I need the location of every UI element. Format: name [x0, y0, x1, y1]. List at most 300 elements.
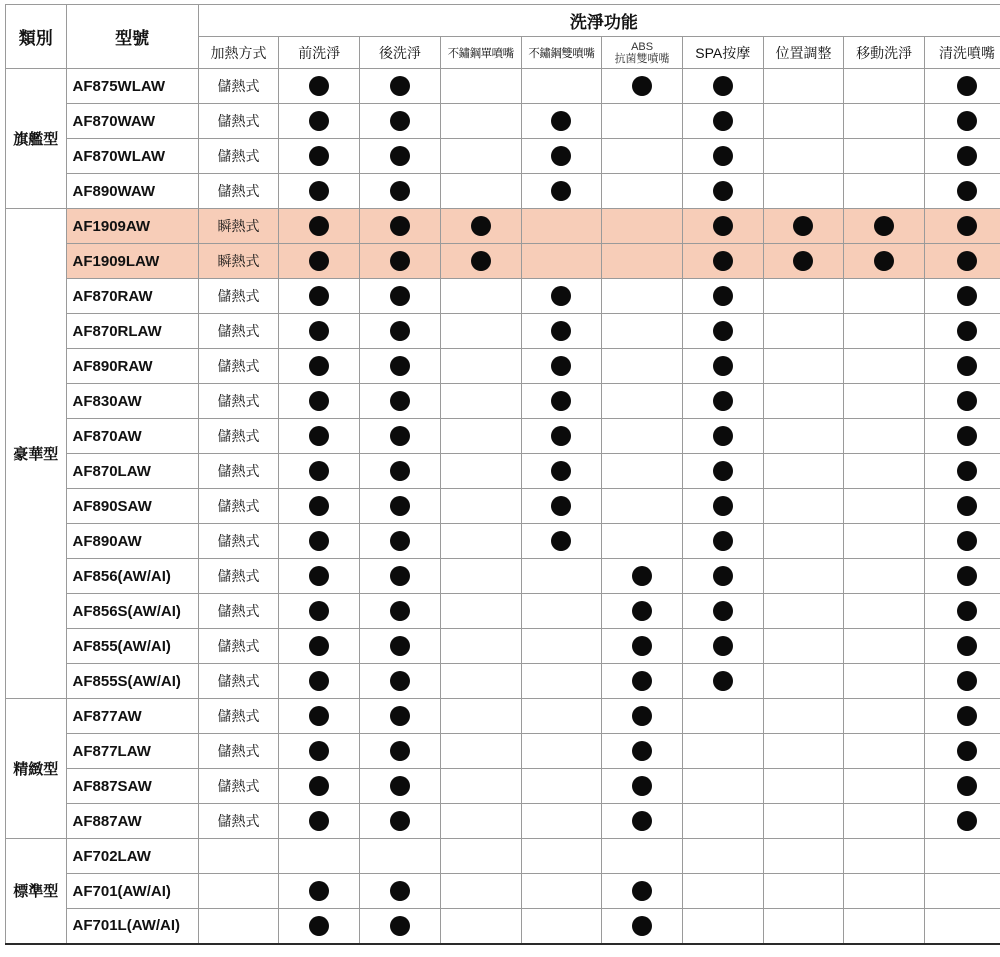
heating-method-cell: 儲熱式: [198, 419, 279, 454]
feature-dot-icon: [957, 741, 977, 761]
feature-cell: [360, 734, 441, 769]
feature-dot-icon: [874, 251, 894, 271]
feature-cell: [602, 454, 683, 489]
feature-cell: [682, 594, 763, 629]
feature-cell: [440, 734, 521, 769]
feature-dot-icon: [957, 566, 977, 586]
feature-cell: [602, 559, 683, 594]
feature-cell: [844, 874, 925, 909]
table-row: [6, 769, 1000, 804]
feature-cell: [521, 139, 602, 174]
feature-cell: [602, 524, 683, 559]
feature-dot-icon: [957, 426, 977, 446]
feature-cell: [440, 594, 521, 629]
feature-cell: [682, 629, 763, 664]
feature-dot-icon: [551, 111, 571, 131]
feature-dot-icon: [309, 391, 329, 411]
feature-cell: [763, 804, 844, 839]
model-cell: AF890WAW: [66, 174, 198, 209]
feature-cell: [844, 664, 925, 699]
table-row: [6, 839, 1000, 874]
heating-method-cell: 儲熱式: [198, 734, 279, 769]
feature-dot-icon: [632, 811, 652, 831]
feature-dot-icon: [713, 496, 733, 516]
table-row: [6, 874, 1000, 909]
heating-method-cell: 儲熱式: [198, 699, 279, 734]
feature-dot-icon: [471, 251, 491, 271]
feature-cell: [360, 349, 441, 384]
model-cell: AF890RAW: [66, 349, 198, 384]
feature-cell: [682, 909, 763, 944]
feature-cell: [682, 524, 763, 559]
feature-cell: [279, 664, 360, 699]
feature-cell: [521, 839, 602, 874]
feature-cell: [682, 69, 763, 104]
feature-cell: [602, 839, 683, 874]
feature-cell: [602, 769, 683, 804]
column-header: 後洗淨: [360, 37, 441, 69]
feature-dot-icon: [390, 181, 410, 201]
heating-method-cell: 儲熱式: [198, 629, 279, 664]
feature-cell: [360, 909, 441, 944]
feature-cell: [602, 909, 683, 944]
feature-cell: [360, 664, 441, 699]
feature-cell: [440, 384, 521, 419]
heating-method-cell: 儲熱式: [198, 664, 279, 699]
feature-cell: [279, 209, 360, 244]
heating-method-cell: 儲熱式: [198, 489, 279, 524]
feature-cell: [763, 489, 844, 524]
feature-cell: [521, 279, 602, 314]
feature-dot-icon: [713, 76, 733, 96]
model-cell: AF855(AW/AI): [66, 629, 198, 664]
feature-cell: [440, 524, 521, 559]
feature-cell: [521, 314, 602, 349]
feature-cell: [521, 489, 602, 524]
feature-cell: [763, 874, 844, 909]
feature-cell: [763, 699, 844, 734]
feature-cell: [521, 244, 602, 279]
heating-method-cell: 儲熱式: [198, 174, 279, 209]
feature-cell: [682, 314, 763, 349]
feature-cell: [279, 174, 360, 209]
feature-cell: [602, 419, 683, 454]
feature-dot-icon: [390, 776, 410, 796]
feature-dot-icon: [309, 426, 329, 446]
feature-dot-icon: [309, 636, 329, 656]
feature-cell: [844, 909, 925, 944]
feature-dot-icon: [309, 881, 329, 901]
feature-cell: [440, 139, 521, 174]
feature-cell: [440, 209, 521, 244]
feature-dot-icon: [309, 496, 329, 516]
feature-dot-icon: [957, 461, 977, 481]
feature-dot-icon: [309, 461, 329, 481]
feature-cell: [682, 454, 763, 489]
heating-method-cell: 儲熱式: [198, 139, 279, 174]
feature-dot-icon: [551, 321, 571, 341]
model-cell: AF870RAW: [66, 279, 198, 314]
feature-dot-icon: [957, 776, 977, 796]
feature-dot-icon: [632, 76, 652, 96]
feature-cell: [602, 349, 683, 384]
feature-cell: [844, 734, 925, 769]
feature-cell: [844, 139, 925, 174]
feature-cell: [279, 734, 360, 769]
feature-cell: [360, 174, 441, 209]
table-row: [6, 664, 1000, 699]
feature-cell: [602, 244, 683, 279]
heating-method-cell: [198, 874, 279, 909]
column-header-line: 抗菌雙噴嘴: [614, 52, 670, 65]
feature-cell: [682, 874, 763, 909]
feature-cell: [682, 804, 763, 839]
heating-method-cell: 儲熱式: [198, 559, 279, 594]
feature-cell: [602, 594, 683, 629]
feature-dot-icon: [793, 251, 813, 271]
feature-cell: [521, 559, 602, 594]
model-cell: AF877LAW: [66, 734, 198, 769]
feature-dot-icon: [390, 461, 410, 481]
feature-cell: [763, 104, 844, 139]
table-row: [6, 559, 1000, 594]
model-cell: AF870AW: [66, 419, 198, 454]
feature-dot-icon: [957, 216, 977, 236]
feature-dot-icon: [309, 531, 329, 551]
feature-cell: [521, 594, 602, 629]
feature-dot-icon: [309, 111, 329, 131]
feature-cell: [682, 489, 763, 524]
feature-dot-icon: [957, 811, 977, 831]
feature-dot-icon: [471, 216, 491, 236]
feature-dot-icon: [713, 461, 733, 481]
feature-dot-icon: [713, 146, 733, 166]
category-cell: 旗艦型: [6, 69, 67, 209]
feature-cell: [360, 314, 441, 349]
model-cell: AF856(AW/AI): [66, 559, 198, 594]
feature-dot-icon: [390, 426, 410, 446]
feature-cell: [279, 384, 360, 419]
feature-dot-icon: [957, 496, 977, 516]
feature-cell: [925, 209, 1000, 244]
model-cell: AF1909AW: [66, 209, 198, 244]
feature-dot-icon: [309, 76, 329, 96]
heating-method-cell: 儲熱式: [198, 594, 279, 629]
table-row: [6, 174, 1000, 209]
feature-cell: [763, 69, 844, 104]
feature-cell: [360, 419, 441, 454]
feature-dot-icon: [390, 111, 410, 131]
feature-dot-icon: [957, 391, 977, 411]
column-header: 加熱方式: [198, 37, 279, 69]
feature-dot-icon: [713, 391, 733, 411]
feature-cell: [360, 244, 441, 279]
feature-cell: [763, 664, 844, 699]
feature-dot-icon: [390, 531, 410, 551]
feature-cell: [521, 804, 602, 839]
feature-cell: [925, 559, 1000, 594]
feature-cell: [279, 489, 360, 524]
feature-cell: [844, 489, 925, 524]
model-cell: AF890AW: [66, 524, 198, 559]
table-row: [6, 804, 1000, 839]
feature-cell: [360, 559, 441, 594]
feature-cell: [279, 139, 360, 174]
feature-cell: [844, 524, 925, 559]
feature-cell: [925, 664, 1000, 699]
feature-cell: [440, 69, 521, 104]
table-body: [6, 69, 1000, 944]
feature-cell: [844, 69, 925, 104]
table-row: [6, 104, 1000, 139]
model-cell: AF855S(AW/AI): [66, 664, 198, 699]
feature-cell: [763, 839, 844, 874]
feature-dot-icon: [632, 601, 652, 621]
feature-cell: [602, 104, 683, 139]
feature-cell: [925, 244, 1000, 279]
feature-dot-icon: [551, 391, 571, 411]
feature-cell: [279, 874, 360, 909]
table-row: [6, 699, 1000, 734]
feature-cell: [763, 559, 844, 594]
heating-method-cell: 儲熱式: [198, 454, 279, 489]
feature-cell: [763, 209, 844, 244]
feature-cell: [279, 314, 360, 349]
feature-cell: [844, 839, 925, 874]
spec-table: [5, 4, 1000, 945]
feature-dot-icon: [713, 356, 733, 376]
feature-cell: [763, 244, 844, 279]
category-cell: 精緻型: [6, 699, 67, 839]
feature-dot-icon: [713, 601, 733, 621]
feature-cell: [279, 559, 360, 594]
feature-cell: [682, 384, 763, 419]
feature-cell: [763, 349, 844, 384]
model-cell: AF875WLAW: [66, 69, 198, 104]
feature-cell: [763, 279, 844, 314]
feature-cell: [440, 874, 521, 909]
feature-cell: [440, 629, 521, 664]
feature-cell: [279, 804, 360, 839]
table-row: [6, 629, 1000, 664]
feature-cell: [279, 104, 360, 139]
table-row: [6, 69, 1000, 104]
feature-cell: [682, 419, 763, 454]
feature-cell: [521, 104, 602, 139]
feature-cell: [521, 734, 602, 769]
model-cell: AF870WLAW: [66, 139, 198, 174]
feature-dot-icon: [713, 671, 733, 691]
feature-cell: [763, 139, 844, 174]
table-row: [6, 489, 1000, 524]
feature-cell: [925, 734, 1000, 769]
feature-cell: [925, 104, 1000, 139]
heating-method-cell: 儲熱式: [198, 804, 279, 839]
feature-cell: [763, 454, 844, 489]
model-cell: AF887SAW: [66, 769, 198, 804]
table-row: [6, 279, 1000, 314]
feature-cell: [440, 664, 521, 699]
feature-dot-icon: [874, 216, 894, 236]
model-cell: AF1909LAW: [66, 244, 198, 279]
heating-method-cell: 瞬熱式: [198, 244, 279, 279]
feature-dot-icon: [390, 496, 410, 516]
feature-dot-icon: [309, 181, 329, 201]
heating-method-cell: 儲熱式: [198, 104, 279, 139]
feature-cell: [279, 629, 360, 664]
column-header-line: ABS: [631, 40, 654, 53]
feature-cell: [925, 909, 1000, 944]
feature-cell: [360, 524, 441, 559]
feature-dot-icon: [390, 636, 410, 656]
column-header: 前洗淨: [279, 37, 360, 69]
feature-cell: [682, 104, 763, 139]
feature-cell: [521, 769, 602, 804]
feature-dot-icon: [551, 356, 571, 376]
heating-method-cell: 儲熱式: [198, 524, 279, 559]
feature-cell: [682, 839, 763, 874]
feature-dot-icon: [309, 286, 329, 306]
feature-dot-icon: [713, 321, 733, 341]
heating-method-cell: 儲熱式: [198, 69, 279, 104]
feature-dot-icon: [632, 741, 652, 761]
heating-method-cell: 儲熱式: [198, 384, 279, 419]
feature-cell: [360, 804, 441, 839]
column-header: 移動洗淨: [844, 37, 925, 69]
feature-cell: [844, 174, 925, 209]
feature-cell: [925, 629, 1000, 664]
feature-dot-icon: [957, 181, 977, 201]
feature-cell: [682, 209, 763, 244]
feature-dot-icon: [390, 741, 410, 761]
model-cell: AF701L(AW/AI): [66, 909, 198, 944]
feature-cell: [360, 769, 441, 804]
feature-dot-icon: [309, 251, 329, 271]
feature-dot-icon: [551, 146, 571, 166]
feature-cell: [682, 174, 763, 209]
feature-dot-icon: [390, 391, 410, 411]
feature-dot-icon: [309, 741, 329, 761]
header-model: 型號: [66, 5, 198, 69]
feature-cell: [925, 804, 1000, 839]
feature-dot-icon: [309, 566, 329, 586]
feature-cell: [925, 874, 1000, 909]
feature-cell: [440, 559, 521, 594]
table-row: [6, 909, 1000, 944]
feature-cell: [440, 804, 521, 839]
feature-cell: [844, 594, 925, 629]
table-row: [6, 594, 1000, 629]
feature-cell: [844, 384, 925, 419]
feature-cell: [925, 594, 1000, 629]
feature-cell: [844, 454, 925, 489]
feature-cell: [521, 209, 602, 244]
feature-cell: [763, 594, 844, 629]
feature-cell: [440, 279, 521, 314]
model-cell: AF890SAW: [66, 489, 198, 524]
feature-cell: [521, 664, 602, 699]
feature-dot-icon: [390, 321, 410, 341]
feature-cell: [682, 244, 763, 279]
model-cell: AF870WAW: [66, 104, 198, 139]
feature-cell: [925, 384, 1000, 419]
feature-cell: [763, 384, 844, 419]
feature-cell: [602, 314, 683, 349]
feature-dot-icon: [551, 496, 571, 516]
feature-dot-icon: [309, 356, 329, 376]
feature-cell: [279, 909, 360, 944]
feature-dot-icon: [309, 706, 329, 726]
feature-cell: [440, 104, 521, 139]
feature-dot-icon: [390, 811, 410, 831]
feature-cell: [521, 909, 602, 944]
feature-cell: [925, 314, 1000, 349]
feature-cell: [844, 699, 925, 734]
column-header: 不鏽鋼雙噴嘴: [521, 37, 602, 69]
feature-cell: [925, 69, 1000, 104]
table-row: [6, 419, 1000, 454]
heating-method-cell: 儲熱式: [198, 314, 279, 349]
feature-cell: [440, 454, 521, 489]
feature-dot-icon: [632, 671, 652, 691]
feature-cell: [844, 629, 925, 664]
feature-cell: [360, 454, 441, 489]
feature-cell: [521, 419, 602, 454]
feature-dot-icon: [957, 286, 977, 306]
model-cell: AF830AW: [66, 384, 198, 419]
feature-cell: [925, 349, 1000, 384]
feature-dot-icon: [957, 76, 977, 96]
feature-dot-icon: [390, 916, 410, 936]
feature-dot-icon: [632, 566, 652, 586]
model-cell: AF856S(AW/AI): [66, 594, 198, 629]
feature-dot-icon: [632, 916, 652, 936]
feature-dot-icon: [957, 636, 977, 656]
feature-dot-icon: [957, 111, 977, 131]
table-header: [6, 5, 1000, 69]
header-wash-functions: 洗淨功能: [198, 5, 1000, 37]
feature-cell: [279, 839, 360, 874]
feature-cell: [360, 874, 441, 909]
feature-cell: [279, 349, 360, 384]
feature-cell: [763, 769, 844, 804]
feature-cell: [440, 699, 521, 734]
feature-dot-icon: [957, 671, 977, 691]
feature-cell: [521, 629, 602, 664]
feature-dot-icon: [309, 811, 329, 831]
column-header: SPA按摩: [682, 37, 763, 69]
feature-cell: [521, 349, 602, 384]
feature-cell: [602, 69, 683, 104]
feature-cell: [602, 384, 683, 419]
feature-dot-icon: [713, 566, 733, 586]
feature-cell: [763, 734, 844, 769]
feature-cell: [279, 69, 360, 104]
feature-cell: [279, 419, 360, 454]
feature-cell: [360, 594, 441, 629]
feature-dot-icon: [390, 671, 410, 691]
feature-cell: [360, 629, 441, 664]
feature-cell: [279, 769, 360, 804]
feature-cell: [440, 769, 521, 804]
feature-cell: [279, 244, 360, 279]
feature-cell: [682, 139, 763, 174]
feature-dot-icon: [957, 146, 977, 166]
feature-dot-icon: [390, 146, 410, 166]
feature-cell: [682, 699, 763, 734]
feature-cell: [602, 804, 683, 839]
feature-dot-icon: [957, 356, 977, 376]
